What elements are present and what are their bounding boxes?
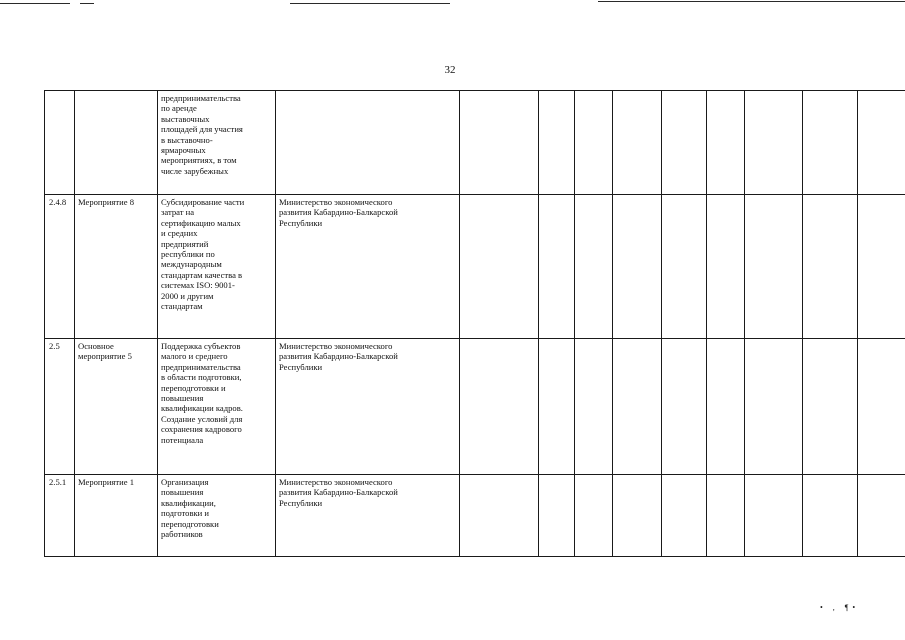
cell-name [75, 91, 158, 195]
cell-empty [613, 195, 662, 339]
cell-empty [803, 339, 858, 475]
cell-code: 2.5.1 [45, 475, 75, 557]
scan-artifact-line [0, 3, 70, 4]
scan-artifact-line [598, 1, 905, 2]
cell-code: 2.5 [45, 339, 75, 475]
cell-empty [460, 339, 539, 475]
footer-marks: • , ¶• [820, 603, 860, 612]
cell-empty [613, 91, 662, 195]
cell-empty [613, 339, 662, 475]
cell-empty [539, 91, 575, 195]
cell-executor: Министерство экономического развития Кабардино-Балкарской Республики [276, 339, 460, 475]
cell-empty [575, 475, 613, 557]
cell-executor: Министерство экономического развития Кабардино-Балкарской Республики [276, 195, 460, 339]
cell-code [45, 91, 75, 195]
cell-empty [745, 91, 803, 195]
cell-empty [460, 195, 539, 339]
cell-empty [803, 91, 858, 195]
table-row [45, 339, 905, 475]
cell-empty [575, 339, 613, 475]
cell-description: Субсидирование части затрат на сертификацию малых и средних предприятий республики по международным стандартам качества в системах ISO: 9001- 2000 и другим стандартам [158, 195, 276, 339]
cell-empty [460, 91, 539, 195]
cell-empty [613, 475, 662, 557]
cell-empty [662, 339, 707, 475]
cell-empty [803, 475, 858, 557]
cell-empty [539, 195, 575, 339]
cell-empty [858, 339, 905, 475]
cell-name: Основное мероприятие 5 [75, 339, 158, 475]
cell-description: Организация повышения квалификации, подготовки и переподготовки работников [158, 475, 276, 557]
cell-empty [662, 91, 707, 195]
cell-empty [858, 91, 905, 195]
cell-empty [707, 339, 745, 475]
cell-empty [707, 195, 745, 339]
program-table [44, 90, 905, 557]
cell-empty [745, 195, 803, 339]
scan-artifact-line [290, 3, 450, 4]
table-row [45, 195, 905, 339]
cell-empty [858, 475, 905, 557]
cell-executor [276, 91, 460, 195]
cell-description: Поддержка субъектов малого и среднего предпринимательства в области подготовки, переподготовки и повышения квалификации кадров. Создание условий для сохранения кадрового потенциала [158, 339, 276, 475]
cell-empty [745, 339, 803, 475]
cell-description: предпринимательства по аренде выставочных площадей для участия в выставочно- ярмарочных мероприятиях, в том числе зарубежных [158, 91, 276, 195]
cell-empty [707, 475, 745, 557]
scan-artifact-line [80, 3, 94, 4]
cell-empty [575, 195, 613, 339]
cell-empty [575, 91, 613, 195]
cell-empty [745, 475, 803, 557]
cell-name: Мероприятие 1 [75, 475, 158, 557]
cell-code: 2.4.8 [45, 195, 75, 339]
cell-empty [539, 475, 575, 557]
cell-empty [662, 475, 707, 557]
cell-empty [460, 475, 539, 557]
table-row [45, 475, 905, 557]
table-row [45, 91, 905, 195]
cell-empty [539, 339, 575, 475]
cell-empty [662, 195, 707, 339]
cell-empty [803, 195, 858, 339]
cell-executor: Министерство экономического развития Кабардино-Балкарской Республики [276, 475, 460, 557]
cell-empty [707, 91, 745, 195]
cell-name: Мероприятие 8 [75, 195, 158, 339]
cell-empty [858, 195, 905, 339]
page-number: 32 [444, 64, 456, 76]
